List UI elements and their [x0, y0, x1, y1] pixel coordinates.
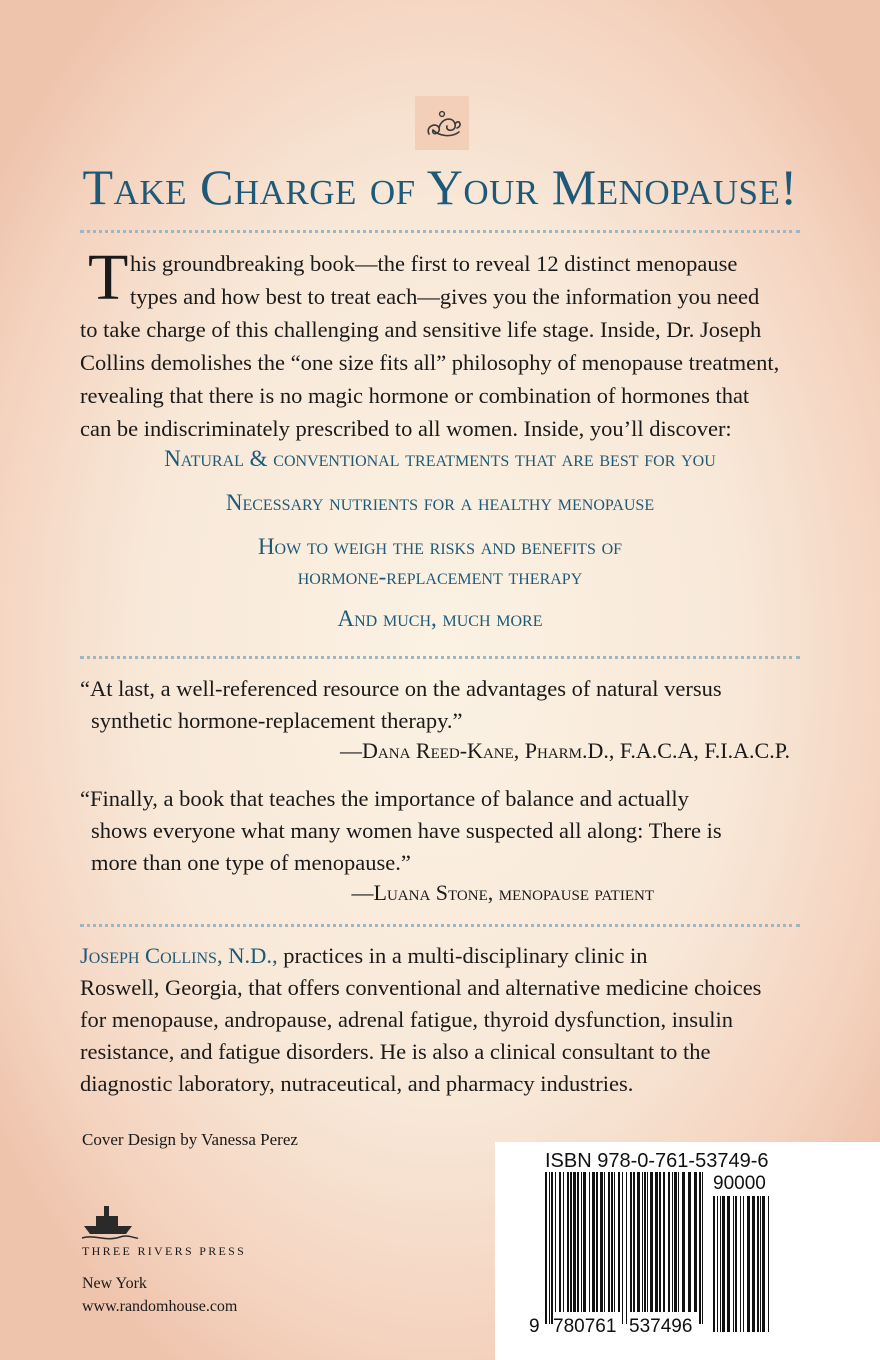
flourish-ornament	[415, 96, 469, 150]
barcode-digit: 9	[529, 1316, 540, 1337]
barcode-bar	[592, 1172, 595, 1312]
barcode-bar	[668, 1172, 670, 1312]
barcode-bar	[626, 1172, 627, 1324]
dotted-divider	[80, 230, 800, 233]
barcode-bar	[663, 1172, 665, 1312]
bullet-item: hormone-replacement therapy	[297, 564, 583, 589]
author-bio-line: resistance, and fatigue disorders. He is also a clinical consultant to the	[80, 1039, 711, 1064]
intro-line: revealing that there is no magic hormone or combination of hormones that	[80, 383, 750, 408]
author-bio-text: practices in a multi-disciplinary clinic in	[277, 943, 648, 968]
barcode-bar	[555, 1172, 556, 1312]
barcode-bar	[682, 1172, 685, 1312]
barcode-bar	[713, 1196, 715, 1332]
author-name: Joseph Collins, N.D.,	[80, 943, 278, 968]
cover-design-credit: Cover Design by Vanessa Perez	[82, 1130, 298, 1149]
barcode-bar	[545, 1172, 547, 1324]
price-barcode	[713, 1196, 773, 1332]
barcode-bar	[608, 1172, 610, 1312]
quote-attribution: —Dana Reed-Kane, Pharm.D., F.A.C.A, F.I.A.C.P.	[340, 738, 790, 763]
barcode-bar	[702, 1172, 703, 1324]
barcode-digits: 537496	[629, 1316, 693, 1337]
quote-line: “At last, a well-referenced resource on the advantages of natural versus	[80, 676, 722, 701]
barcode-bar	[659, 1172, 661, 1312]
quote-line: synthetic hormone-replacement therapy.”	[91, 708, 463, 733]
barcode-bar	[760, 1196, 761, 1332]
page-title: Take Charge of Your Menopause!	[82, 159, 798, 215]
barcode-bar	[596, 1172, 598, 1312]
barcode-bar	[573, 1172, 576, 1312]
flourish-icon	[415, 96, 469, 150]
barcode-bar	[622, 1172, 623, 1324]
barcode-bar	[752, 1196, 755, 1332]
barcode-bar	[678, 1172, 679, 1312]
barcode-bar	[768, 1196, 769, 1332]
barcode-bar	[647, 1172, 648, 1312]
bullet-item: How to weigh the risks and benefits of	[257, 534, 623, 559]
barcode-bar	[694, 1172, 697, 1312]
barcode-bar	[551, 1172, 553, 1324]
dotted-divider	[80, 656, 800, 659]
barcode-bar	[727, 1196, 730, 1332]
barcode-panel	[495, 1142, 880, 1360]
author-bio-line: diagnostic laboratory, nutraceutical, and pharmacy industries.	[80, 1071, 634, 1096]
barcode-bar	[604, 1172, 605, 1312]
bullet-item: Necessary nutrients for a healthy menopause	[225, 490, 655, 515]
drop-cap: T	[88, 241, 129, 314]
barcode-bar	[762, 1196, 765, 1332]
barcode-bar	[735, 1196, 737, 1332]
barcode-bar	[618, 1172, 620, 1312]
price-code: 90000	[713, 1173, 766, 1194]
barcode-bar	[650, 1172, 653, 1312]
barcode-bar	[740, 1196, 741, 1332]
barcode-bar	[722, 1196, 725, 1332]
barcode-bar	[633, 1172, 635, 1312]
barcode-bar	[720, 1196, 721, 1332]
barcode-bar	[644, 1172, 646, 1312]
bullet-item: Natural & conventional treatments that are best for you	[164, 446, 716, 471]
barcode-bar	[600, 1172, 603, 1312]
barcode-bar	[611, 1172, 613, 1312]
publisher-name: THREE RIVERS PRESS	[82, 1244, 247, 1258]
barcode-bar	[747, 1196, 750, 1332]
publisher-city: New York	[82, 1275, 147, 1292]
barcode-bar	[589, 1172, 590, 1312]
publisher-logo	[80, 1196, 140, 1242]
barcode-bar	[577, 1172, 579, 1312]
barcode-bar	[674, 1172, 677, 1312]
author-bio-line: Roswell, Georgia, that offers conventional and alternative medicine choices	[80, 975, 762, 1000]
quote-attribution: —Luana Stone, menopause patient	[351, 880, 654, 905]
barcode-bar	[688, 1172, 691, 1312]
barcode-bar	[637, 1172, 640, 1312]
barcode-bar	[614, 1172, 615, 1312]
quote-line: “Finally, a book that teaches the importance of balance and actually	[80, 786, 689, 811]
barcode-bar	[757, 1196, 759, 1332]
quote-line: more than one type of menopause.”	[91, 850, 411, 875]
intro-line: Collins demolishes the “one size fits all” philosophy of menopause treatment,	[80, 350, 780, 375]
dotted-divider	[80, 924, 800, 927]
barcode-bar	[699, 1172, 701, 1324]
author-bio-line: for menopause, andropause, adrenal fatigue, thyroid dysfunction, insulin	[80, 1007, 733, 1032]
barcode-bar	[570, 1172, 572, 1312]
barcode-bar	[630, 1172, 632, 1312]
intro-line: his groundbreaking book—the first to reveal 12 distinct menopause	[130, 251, 738, 276]
barcode-bar	[743, 1196, 744, 1332]
boat-icon	[80, 1196, 140, 1242]
barcode-bar	[549, 1172, 550, 1324]
quote-line: shows everyone what many women have suspected all along: There is	[91, 818, 722, 843]
barcode-bar	[567, 1172, 569, 1312]
barcode-bar	[733, 1196, 734, 1332]
barcode-bar	[559, 1172, 561, 1312]
author-bio-line	[80, 940, 647, 972]
isbn-barcode	[545, 1172, 705, 1332]
intro-line: types and how best to treat each—gives you the information you need	[130, 284, 760, 309]
barcode-digits: 780761	[553, 1316, 617, 1337]
isbn-text: ISBN 978-0-761-53749-6	[545, 1150, 769, 1172]
barcode-bar	[655, 1172, 658, 1312]
barcode-bar	[581, 1172, 582, 1312]
barcode-bar	[563, 1172, 564, 1312]
barcode-bar	[717, 1196, 718, 1332]
barcode-bar	[672, 1172, 673, 1312]
publisher-url[interactable]: www.randomhouse.com	[82, 1298, 238, 1315]
intro-line: to take charge of this challenging and sensitive life stage. Inside, Dr. Joseph	[80, 317, 762, 342]
bullet-item: And much, much more	[337, 606, 543, 631]
barcode-bar	[642, 1172, 643, 1312]
barcode-bar	[583, 1172, 586, 1312]
intro-line: can be indiscriminately prescribed to all women. Inside, you’ll discover:	[80, 416, 732, 441]
